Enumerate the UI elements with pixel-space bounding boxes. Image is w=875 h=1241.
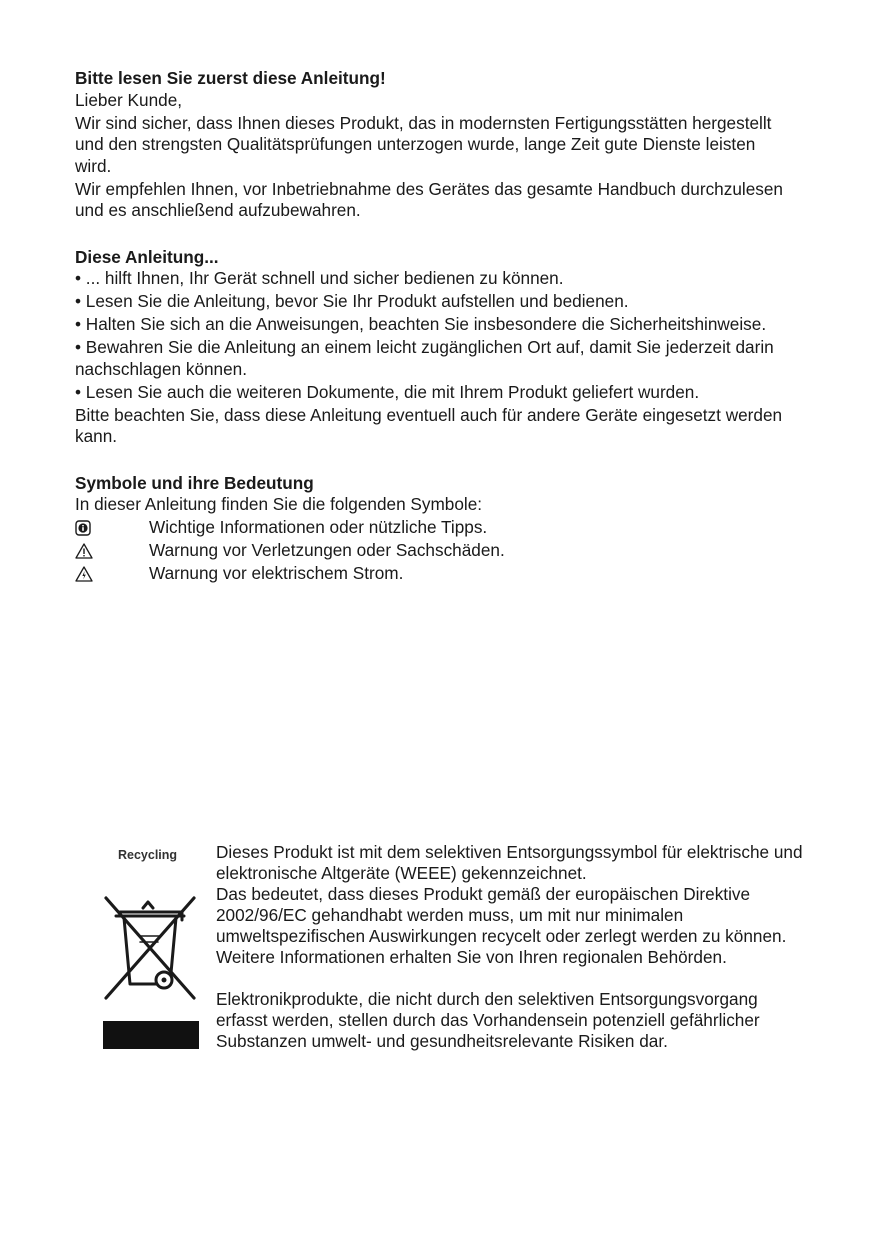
guide-bullet: • Bewahren Sie die Anleitung an einem leicht zugänglichen Ort auf, damit Sie jederzeit darin nachschlagen können.	[75, 337, 774, 379]
guide-bullet: • Halten Sie sich an die Anweisungen, beachten Sie insbesondere die Sicherheitshinweise.	[75, 314, 767, 334]
recycling-label: Recycling	[118, 848, 178, 862]
salutation: Lieber Kunde,	[75, 89, 183, 110]
symbol-text-warning: Warnung vor Verletzungen oder Sachschäden.	[149, 540, 505, 560]
symbol-text-info: Wichtige Informationen oder nützliche Tipps.	[149, 517, 488, 537]
symbol-row-electric	[75, 563, 795, 585]
guide-note: Bitte beachten Sie, dass diese Anleitung eventuell auch für andere Geräte eingesetzt werden kann.	[75, 404, 783, 446]
intro-paragraph-1: Wir sind sicher, dass Ihnen dieses Produkt, das in modernsten Fertigungsstätten hergestellt und den strengsten Qualitätsprüfungen unterzogen wurde, lange Zeit gute Dienste leisten wird.	[75, 112, 772, 176]
intro-paragraph-2: Wir empfehlen Ihnen, vor Inbetriebnahme des Gerätes das gesamte Handbuch durchzulesen und es anschließend aufzubewahren.	[75, 178, 783, 220]
guide-heading: Diese Anleitung...	[75, 246, 219, 267]
guide-bullet: • ... hilft Ihnen, Ihr Gerät schnell und sicher bedienen zu können.	[75, 268, 564, 288]
symbol-row-warning	[75, 540, 795, 562]
symbols-heading: Symbole und ihre Bedeutung	[75, 472, 314, 493]
symbol-row-info	[75, 517, 795, 539]
recycling-paragraph-2: Elektronikprodukte, die nicht durch den selektiven Entsorgungsvorgang erfasst werden, stellen durch das Vorhandensein potenziell gefährlicher Substanzen umwelt- und gesundheitsrelevante Risiken dar.	[216, 989, 760, 1051]
guide-section	[75, 247, 795, 448]
crossed-out-wheelie-bin-icon	[100, 886, 200, 1011]
info-icon	[75, 517, 149, 539]
manual-page	[75, 68, 795, 610]
paragraph-gap	[216, 968, 806, 989]
underline-bar	[103, 1021, 199, 1049]
recycling-paragraph-1a: Dieses Produkt ist mit dem selektiven Entsorgungssymbol für elektrische und elektronische Altgeräte (WEEE) gekennzeichnet.	[216, 842, 803, 883]
guide-bullet: • Lesen Sie auch die weiteren Dokumente, die mit Ihrem Produkt geliefert wurden.	[75, 381, 700, 402]
intro-section	[75, 68, 795, 222]
intro-heading: Bitte lesen Sie zuerst diese Anleitung!	[75, 68, 386, 88]
symbol-text-electric: Warnung vor elektrischem Strom.	[149, 563, 404, 583]
symbols-intro: In dieser Anleitung finden Sie die folgenden Symbole:	[75, 494, 483, 514]
warning-icon	[75, 540, 149, 562]
electric-warning-icon	[75, 563, 149, 585]
guide-bullet: • Lesen Sie die Anleitung, bevor Sie Ihr Produkt aufstellen und bedienen.	[75, 291, 629, 311]
recycling-paragraph-1b: Das bedeutet, dass dieses Produkt gemäß der europäischen Direktive 2002/96/EC gehandhabt werden muss, um mit nur minimalen umweltspezifischen Auswirkungen recycelt oder zerlegt werden zu können. Weitere Informationen erhalten Sie von Ihren regionalen Behörden.	[216, 884, 787, 967]
recycling-text	[216, 842, 806, 1052]
symbols-section	[75, 473, 795, 585]
